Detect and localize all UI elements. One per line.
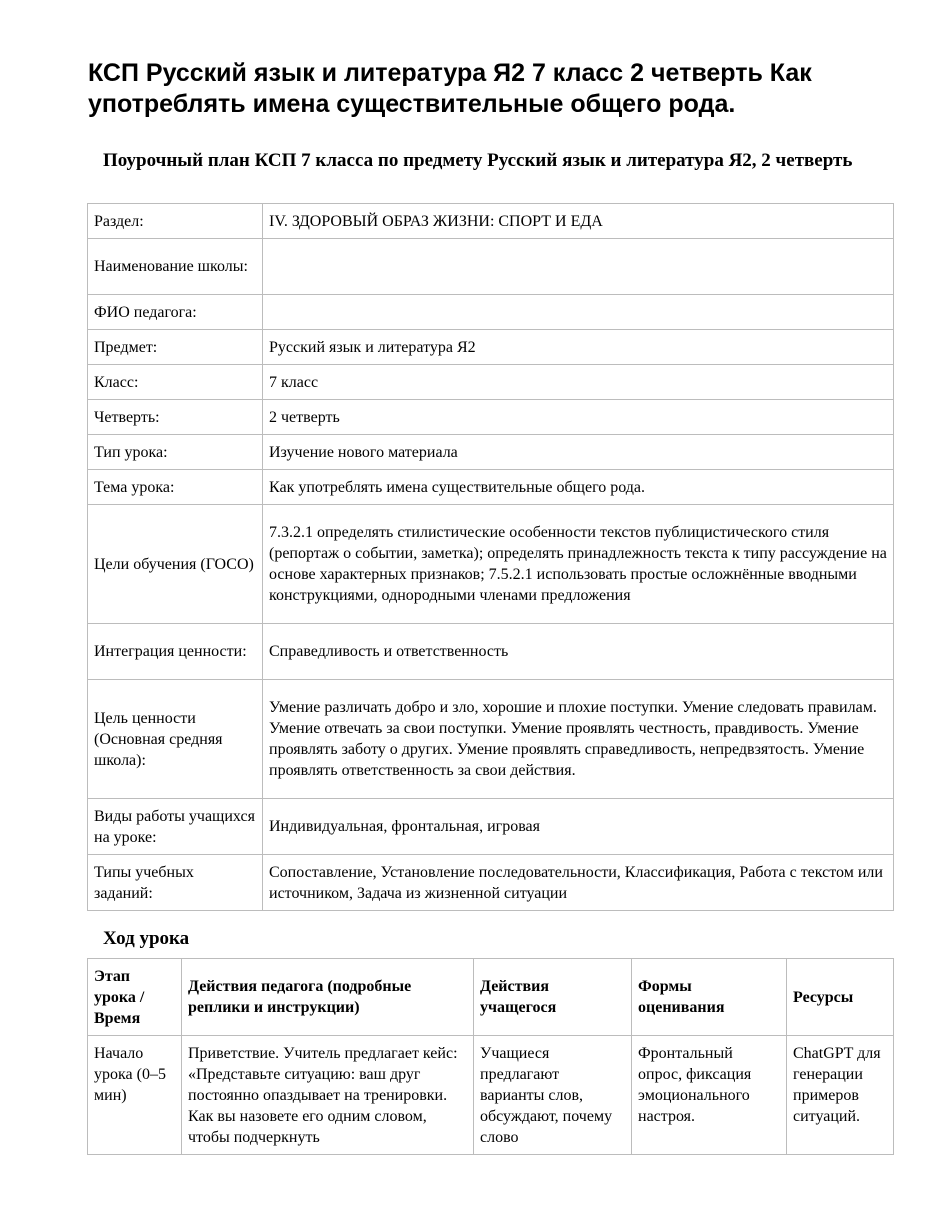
teacher-actions-cell: Приветствие. Учитель предлагает кейс: «Представьте ситуацию: ваш друг постоянно опаздывает на тренировки. Как вы назовете его одним словом, чтобы подчеркнуть: [182, 1036, 474, 1155]
row-label: Интеграция ценности:: [88, 624, 263, 680]
resources-cell: ChatGPT для генерации примеров ситуаций.: [787, 1036, 894, 1155]
row-label: Четверть:: [88, 400, 263, 435]
row-value: 7.3.2.1 определять стилистические особенности текстов публицистического стиля (репортаж о событии, заметка); определять принадлежность текста к типу рассуждение на основе характерных признаков; 7.5.2.1 использовать простые осложнённые вводными конструкциями, однородными членами предложения: [263, 505, 894, 624]
column-header-assessment: Формы оценивания: [632, 959, 787, 1036]
assessment-cell: Фронтальный опрос, фиксация эмоционального настроя.: [632, 1036, 787, 1155]
row-value: 7 класс: [263, 365, 894, 400]
row-label: Класс:: [88, 365, 263, 400]
student-actions-cell: Учащиеся предлагают варианты слов, обсуждают, почему слово: [474, 1036, 632, 1155]
lesson-flow-table: [87, 958, 894, 1155]
stage-cell: Начало урока (0–5 мин): [88, 1036, 182, 1155]
column-header-stage: Этап урока / Время: [88, 959, 182, 1036]
table-row: [88, 400, 894, 435]
row-label: Тип урока:: [88, 435, 263, 470]
column-header-teacher-actions: Действия педагога (подробные реплики и инструкции): [182, 959, 474, 1036]
column-header-resources: Ресурсы: [787, 959, 894, 1036]
table-row: [88, 624, 894, 680]
table-row: [88, 239, 894, 295]
lesson-info-table: [87, 203, 894, 911]
lesson-flow-heading: Ход урока: [103, 928, 190, 949]
table-header-row: [88, 959, 894, 1036]
row-label: Раздел:: [88, 204, 263, 239]
table-row: [88, 295, 894, 330]
row-value: Индивидуальная, фронтальная, игровая: [263, 799, 894, 855]
table-row: [88, 470, 894, 505]
row-value: Русский язык и литература Я2: [263, 330, 894, 365]
row-label: Цель ценности (Основная средняя школа):: [88, 680, 263, 799]
row-value: Умение различать добро и зло, хорошие и плохие поступки. Умение следовать правилам. Умение отвечать за свои поступки. Умение проявлять честность, правдивость. Умение проявлять заботу о других. Умение проявлять справедливость, непредвзятость. Умение проявлять ответственность за свои действия.: [263, 680, 894, 799]
table-row: [88, 855, 894, 911]
row-label: ФИО педагога:: [88, 295, 263, 330]
row-value: 2 четверть: [263, 400, 894, 435]
row-value: Сопоставление, Установление последовательности, Классификация, Работа с текстом или источником, Задача из жизненной ситуации: [263, 855, 894, 911]
column-header-student-actions: Действия учащегося: [474, 959, 632, 1036]
row-label: Предмет:: [88, 330, 263, 365]
row-label: Тема урока:: [88, 470, 263, 505]
document-title: КСП Русский язык и литература Я2 7 класс 2 четверть Как употреблять имена существительные общего рода.: [88, 59, 812, 118]
table-row: [88, 365, 894, 400]
table-row: [88, 680, 894, 799]
table-row: [88, 1036, 894, 1155]
row-label: Виды работы учащихся на уроке:: [88, 799, 263, 855]
row-value: Изучение нового материала: [263, 435, 894, 470]
row-value: Справедливость и ответственность: [263, 624, 894, 680]
table-row: [88, 799, 894, 855]
row-value: [263, 239, 894, 295]
table-row: [88, 505, 894, 624]
row-label: Наименование школы:: [88, 239, 263, 295]
table-row: [88, 204, 894, 239]
row-value: Как употреблять имена существительные общего рода.: [263, 470, 894, 505]
row-label: Типы учебных заданий:: [88, 855, 263, 911]
table-row: [88, 330, 894, 365]
row-label: Цели обучения (ГОСО): [88, 505, 263, 624]
table-row: [88, 435, 894, 470]
plan-subtitle: Поурочный план КСП 7 класса по предмету Русский язык и литература Я2, 2 четверть: [103, 150, 853, 171]
row-value: IV. ЗДОРОВЫЙ ОБРАЗ ЖИЗНИ: СПОРТ И ЕДА: [263, 204, 894, 239]
row-value: [263, 295, 894, 330]
